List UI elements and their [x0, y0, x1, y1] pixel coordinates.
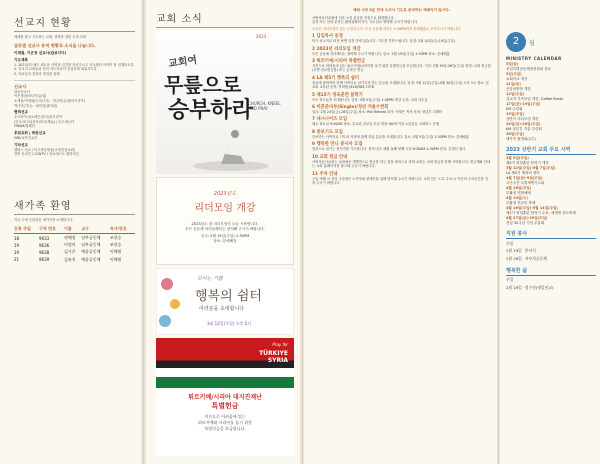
missionary-name: 이재범, 이은정 선교사(캄보디아) — [14, 50, 67, 55]
news-item — [312, 33, 491, 43]
news-item — [312, 58, 491, 73]
kneeling-figure-graphic — [191, 126, 271, 172]
news-heading: 11 주차 안내 — [312, 171, 338, 177]
prayer-title: 기도제목 — [14, 57, 28, 62]
newcomer-table — [14, 225, 135, 263]
flower-decoration-icon — [157, 269, 187, 335]
news-body: 점심으로 섬기는 봉사자를 기다립니다. 봉사시간: 매월 둘째 넷째 주일 8:30AM-1:30PM 문의: 김영선 권사 — [312, 147, 466, 152]
news-body: 모든 공동체 리더께서는 참여해 주시기 바랍니다. 일시: 2월 19일(주일) 1:30PM 장소: 본예배홀 — [312, 51, 450, 56]
table-cell: 9639 — [39, 257, 50, 263]
prayer-poster — [156, 31, 294, 174]
poster-line: 튀르키예와 시리아를 돕기 위한 — [197, 420, 253, 425]
ministry-entry: 3월 5일(주일) 제5기 영성훈련 봄학기 개강 — [506, 156, 549, 165]
section-heading: 협력선교 — [14, 110, 28, 115]
news-item — [312, 75, 491, 90]
table-cell: 예종공동체 — [81, 256, 101, 262]
table-header: 구역 번호 — [39, 225, 64, 234]
announcement-text: 사랑의동산교회에 처음 오신 분들을 진심으로 환영합니다. — [312, 16, 395, 20]
missions-entry: (인도/코스타리카/미국/케냐) / 인도네시아 — [14, 119, 75, 124]
poster-heading-small: 교회여 — [167, 55, 198, 70]
table-row — [14, 249, 135, 256]
table-cell: 이해원 — [109, 256, 122, 262]
poster-script: 모이는 기쁨 — [197, 276, 223, 282]
calendar-label: MINISTRY CALENDAR — [506, 56, 562, 61]
table-cell: 남부공동체 — [81, 242, 101, 248]
news-item — [312, 171, 491, 186]
poster-line: 모든 공동체 리더들께서는 참석해 주시기 바랍니다. — [185, 227, 265, 231]
news-item — [312, 104, 491, 114]
calendar-entry: 17일(금)-19일(주일) EM 수련회 — [506, 102, 541, 111]
missions-entry: 캠퍼스 선교 / 미주복음방송(소망중앙교회) — [14, 147, 75, 152]
table-cell: 김유진 — [64, 256, 76, 262]
table-cell: 조한승 — [109, 235, 122, 240]
news-item — [312, 154, 491, 169]
poster-title: 리더모임 개강 — [194, 203, 256, 214]
poster-line: 일시: 2월 19일(주일) 1:30PM — [200, 234, 250, 238]
ministry-entry: 4월 19일(수) 부활절 전교인 축제 — [506, 196, 536, 205]
news-body: 사랑의동산교회는 교회에서 개별적으로 헌금을 하는 것을 원칙으로 하며 교회는 교회 헌금을 통해 사역합니다. 헌금계좌 안내는 교회 홈페이지를 참고해 주시기 바랍니다. — [312, 159, 491, 169]
table-cell: 9633 — [39, 235, 50, 241]
table-cell: 9636 — [39, 242, 50, 248]
table-header: 등록 주일 — [14, 225, 39, 234]
staff-head: 주일 — [506, 240, 514, 246]
news-body: 미국 선교지로 비전 탐방 일정 중에 있습니다. 기도를 부탁드립니다. 일정: 2월 10일(금)-19일(주일) — [312, 39, 456, 44]
table-cell: 9638 — [39, 249, 50, 255]
month-suffix: 월 — [529, 39, 535, 47]
table-header: 이름 — [64, 225, 81, 234]
missions-panel — [0, 0, 141, 464]
news-body: 지진으로 어려움에 있는 튀르키예/시리아를 돕기 위한 특별헌금을 모금합니다. 기간: 2월 19일-26일(주일) 방법: 교회 헌금함(특별 선교헌금함) 또는 온라인 헌금 — [312, 64, 491, 73]
poster-english: CHURCH, KNEEL AND PRAY — [248, 101, 281, 111]
newcomer-subtitle: 지난 주에 등록하신 새가족을 소개합니다. — [14, 217, 74, 222]
staff-entry: 2월 26일 서부지공동체 — [506, 255, 547, 261]
table-row — [14, 256, 135, 263]
announcement-intro: 예배 시작 5분 전에 오셔서 기도로 준비하는 예배자가 됩시다. — [352, 8, 451, 12]
news-heading: 3 튀르키예/시리아 특별헌금 — [312, 59, 366, 65]
table-cell: 18 — [14, 235, 20, 241]
newcomer-title: 새가족 환영 — [14, 197, 135, 215]
news-item — [312, 46, 491, 56]
news-heading: 4 LA 제5기 행복의 쉼터 — [312, 75, 360, 81]
table-cell: 이해원 — [109, 249, 122, 255]
table-header: 교구 — [81, 225, 110, 234]
missions-line: 세계를 품고 기도하는 교회, 열방을 향한 우리 교회 — [14, 35, 87, 39]
ministry-entry: 4월 16일(주일) 부활절 연합예배 — [506, 186, 532, 195]
announcements-panel — [304, 0, 497, 464]
poster-date: 3월 12일(주일) 오후 5시 — [207, 321, 252, 326]
missions-entry: GMI/교단선교부 — [14, 136, 38, 141]
news-body: 주일 예배 시 본당 주차장은 노약자와 장애인을 위해 양보해 주시기 바랍니다. 교회 인근 도로 주차 시 이웃의 주차공간을 지켜 주시기 바랍니다. — [312, 176, 488, 185]
poster-pray: Pray for — [272, 342, 288, 347]
prayer-item: 3. 자녀들의 건강과 학업을 위해 — [14, 71, 60, 76]
missions-entry: 박나단(가나) · 최미선(필리핀) — [14, 103, 58, 108]
ministry-entry: 4월 7일(금)-9일(주일) 고난주간 특별새벽기도회 — [506, 176, 545, 185]
news-heading: 2 2023년 리더모임 개강 — [312, 46, 361, 52]
calendar-panel — [500, 0, 600, 464]
poster-heading: 특별헌금 — [211, 402, 239, 410]
poster-line: 장소: 본예배홀 — [213, 239, 237, 243]
missions-entry: 이은정(캄보디아/유럽) — [14, 94, 47, 99]
missions-entry: YWAM/컴패션 — [14, 124, 35, 129]
news-item — [312, 92, 491, 102]
missions-entry: 우크라이나/오레곤/한국/불가리아 — [14, 115, 62, 120]
missions-title: 선교지 현황 — [14, 14, 135, 32]
calendar-entry: 11일(토) 신앙성장반 개강 — [506, 82, 531, 91]
month-header — [506, 32, 596, 52]
news-heading: 1 담임목사 동정 — [312, 34, 343, 40]
news-body: 선교에 참여하여 함께 사역자로 섬기고자 하는 분들을 초대합니다. 일정: 3월 12일(주일)-4월 30일(주일) 오후 5시 장소: 본교회 교육관 문의: 목회팀 (818)389-7378 — [312, 80, 489, 90]
poster-subtitle: 여러분을 초대합니다 — [199, 306, 245, 312]
table-row — [14, 242, 135, 249]
table-cell: 권혜정 — [64, 235, 76, 240]
ministry-section-title: 2023 상반기 교회 주요 사역 — [506, 146, 596, 155]
table-cell: 19 — [14, 249, 20, 255]
table-cell: 김가은 — [64, 249, 76, 255]
missions-entry: 파송선교사 — [14, 89, 30, 94]
church-news-title: 교회 소식 — [156, 10, 294, 28]
calendar-entry: 5일(주일) 교회학교 개강 — [506, 72, 528, 81]
ministry-entry: 4월 27일(금)-29일(주일) 전입 30주년 기념 부흥회 — [506, 216, 548, 225]
prayer-item: 2. 선교지 교회들과 현지 지도자들이 신실하게 세워지도록 — [14, 67, 97, 72]
table-cell: 19 — [14, 242, 20, 248]
poster-heading-main2: 승부하라 — [168, 97, 254, 123]
news-heading: 6 미혼준비부(Single)/청년 겨울수련회 — [312, 105, 389, 111]
poster-heading: 행복의 쉼터 — [195, 289, 262, 304]
table-cell: 조한승 — [109, 242, 122, 248]
poster-line: 지진으로 어려움에 있는 — [204, 414, 246, 419]
church-news-panel — [146, 0, 300, 464]
poster-heading: 튀르키예/시리아 대지진재난 — [188, 394, 262, 401]
table-cell: 예종공동체 — [81, 249, 101, 255]
news-heading: 7 새시니어즈 모임 — [312, 117, 348, 123]
news-heading: 9 행복한 만나 봉사자 모집 — [312, 142, 363, 148]
missions-entry: 소재용/이영희(도미니카) · 정금미(유럽/아프리카) — [14, 99, 86, 104]
announcement-text: 등록 또는 안내 문의는 환영위원회 또는 사무실로 연락해 주시기 바랍니다. — [312, 20, 419, 25]
poster-country: TÜRKIYE SYRIA — [259, 350, 288, 364]
happy-shelter-poster — [156, 268, 294, 335]
table-row — [14, 234, 135, 242]
news-item — [312, 116, 491, 126]
news-body: 중보하는 사역자로 기도의 자리에 함께 하실 분들을 초대합니다. 일시: 3월 5일(주일) 1:30PM 장소: 본예배홀 — [312, 134, 469, 139]
prayer-item: 1. 2023년도에도 새로운 사역과 건강을 지켜주시고 선교센터 사역이 잘 진행되도록 — [14, 62, 134, 67]
calendar-entry: 26일(주일) 새가족 환영회(1부) — [506, 132, 536, 141]
calendar-entry: 12일(주일) 설교자 가족모임 개강, Coffee Break — [506, 92, 564, 101]
calendar-entry: 19일(주일) 상반기 리더모임 개강 — [506, 112, 539, 121]
missions-entry: 열방 선교단 / CGNTV / 선교에스토 협력사업 — [14, 152, 79, 157]
news-heading: 5 제15기 영육훈련 봄학기 — [312, 92, 363, 98]
staff-entry: 2월 19일 봉서석 — [506, 248, 536, 253]
poster-line: 2023년도 첫 리더모임이 오늘 시작합니다. — [191, 222, 259, 226]
section-heading: 선교사 — [14, 83, 27, 89]
news-item — [312, 141, 491, 151]
section-heading: 기타선교 — [14, 142, 28, 147]
turkiye-syria-poster — [156, 338, 294, 456]
table-cell: 21 — [14, 257, 20, 263]
calendar-entry: 3일(금) 신년특별공동체영성집회 종료 — [506, 62, 552, 71]
announcement-highlight: 오늘은 리더모임이 있는 주일입니다. 모든 공동체 리더는 1:30PM까지 본예배홀로 모여주시기 바랍니다. — [312, 26, 462, 31]
month-number: 2 — [506, 32, 526, 52]
missions-subtitle: 글로벌 선교사 동역 현황과 소식을 나눕니다. — [14, 42, 96, 48]
ministry-entry: 4월 16일(주일)-5월 14일(주일) 제2기 영성훈련 봄학기 수료, 새생명 전도축제 — [506, 206, 576, 215]
table-cell: 이정미 — [64, 242, 76, 248]
news-body: 매주 화요일 9:30AM 장소: 본교회 친교실 모임 대상: 60세 이상 노년분들 교회버스 운행 — [312, 122, 440, 127]
news-heading: 8 중보기도 모임 — [312, 129, 343, 135]
leader-meeting-poster — [156, 177, 294, 265]
poster-heading-main: 무릎으로 — [164, 73, 242, 97]
ministry-entry: 3월 12일(주일)-5월 7일(주일) LA 제5기 행복의 쉼터 — [506, 166, 556, 175]
poster-year: 2023 — [256, 34, 267, 39]
life-section-title: 행복한 삶 — [506, 267, 596, 276]
news-body: 일시: 2월 24일(금)-26일(주일) 장소: Pali Retreat 강사: 이재은 목사 문의: 청년부 디렉터 — [312, 110, 443, 115]
life-entry: 2월 19일 정수진(생일선교) — [506, 284, 554, 290]
staff-section-title: 직원 봉사 — [506, 230, 596, 239]
table-cell: 남부공동체 — [81, 235, 101, 240]
table-header: 목사/장로 — [110, 225, 135, 234]
news-item — [312, 129, 491, 139]
poster-year: 2023년도 — [213, 191, 237, 197]
news-heading: 10 교회 헌금 안내 — [312, 154, 348, 160]
news-body: 모든 성도들을 초대합니다. 일정: 3월 5일(주일) 1:30PM 개강 등록: 교회 사무실 — [312, 97, 428, 102]
section-heading: 후원교회 | 학원선교 — [14, 131, 46, 136]
poster-line: 특별헌금을 모금합니다. — [204, 426, 246, 431]
calendar-entry: 24일(금)-26일(주일) KM 청년부 겨울 수련회 — [506, 122, 542, 131]
life-head: 주일 — [506, 277, 514, 282]
